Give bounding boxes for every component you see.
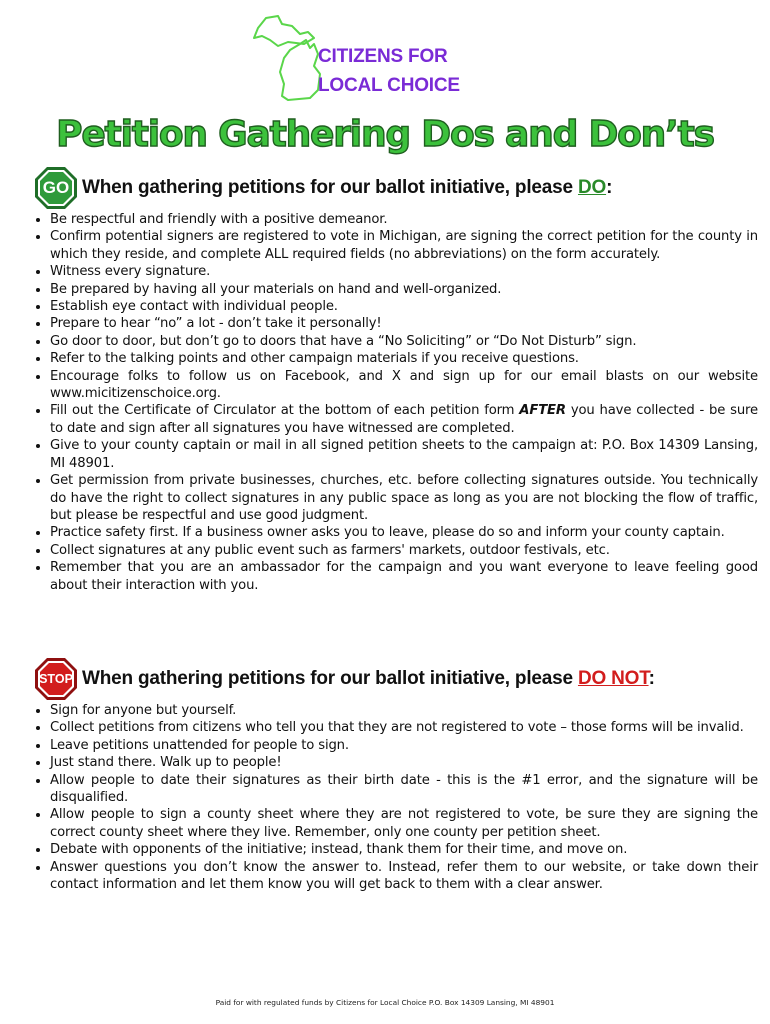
dont-heading-suffix: : [648,668,655,689]
list-item: • Witness every signature. [50,263,758,280]
page-title: Petition Gathering Dos and Don’ts [56,114,714,155]
do-heading-prefix: When gathering petitions for our ballot initiative, please [82,177,578,198]
list-item: • Allow people to sign a county sheet where they are not registered to vote, be sure they are signing the correct county sheet where they live. Remember, only one county per petition sheet. [50,806,758,841]
dont-section-heading [34,657,655,701]
list-item: • Prepare to hear “no” a lot - don’t take it personally! [50,315,758,332]
paid-for-disclaimer: Paid for with regulated funds by Citizens for Local Choice P.O. Box 14309 Lansing, MI 48901 [215,998,555,1007]
list-item: • Go door to door, but don’t go to doors that have a “No Soliciting” or “Do Not Disturb” sign. [50,333,758,350]
list-item: • Practice safety first. If a business owner asks you to leave, please do so and inform your county captain. [50,524,758,541]
list-item: • Get permission from private businesses, churches, etc. before collecting signatures outside. You technically do have the right to collect signatures in any public space as long as you are not blocking the flow of traffic, but please be respectful and use good judgment. [50,472,758,524]
dont-heading-prefix: When gathering petitions for our ballot initiative, please [82,668,578,689]
list-item: • Remember that you are an ambassador for the campaign and you want everyone to leave feeling good about their interaction with you. [50,559,758,594]
list-item: • Collect petitions from citizens who tell you that they are not registered to vote – those forms will be invalid. [50,719,758,736]
do-heading-key: DO [577,177,607,198]
certificate-text-before: Fill out the Certificate of Circulator at the bottom of each petition form [50,403,520,419]
certificate-emphasis: AFTER [519,403,566,419]
list-item: • Collect signatures at any public event such as farmers' markets, outdoor festivals, etc. [50,542,758,559]
go-badge-label: GO [42,178,70,197]
dont-heading-key: DO NOT [577,668,649,689]
stop-sign-icon [34,657,78,701]
list-item: • Debate with opponents of the initiative; instead, thank them for their time, and move on. [50,841,758,858]
list-item: • Leave petitions unattended for people to sign. [50,737,758,754]
do-heading-text [82,177,612,199]
list-item: • Encourage folks to follow us on Facebook, and X and sign up for our email blasts on our website www.micitizenschoice.org. [50,368,758,403]
go-sign-icon [34,166,78,210]
list-item: • Just stand there. Walk up to people! [50,754,758,771]
list-item: • Refer to the talking points and other campaign materials if you receive questions. [50,350,758,367]
list-item: • Answer questions you don’t know the answer to. Instead, refer them to our website, or take down their contact information and let them know you will get back to them with a clear answer. [50,859,758,894]
do-list [30,211,758,594]
list-item-certificate [50,402,758,437]
list-item: • Confirm potential signers are registered to vote in Michigan, are signing the correct petition for the county in which they reside, and complete ALL required fields (no abbreviations) on the form accurately. [50,228,758,263]
logo-line-2: LOCAL CHOICE [318,75,460,96]
do-heading-suffix: : [606,177,613,198]
dont-heading-text [82,668,655,690]
organization-logo [248,14,488,102]
logo-line-1: CITIZENS FOR [318,46,448,67]
logo-text [318,42,460,100]
list-item: • Be prepared by having all your materials on hand and well-organized. [50,281,758,298]
list-item: • Give to your county captain or mail in all signed petition sheets to the campaign at: P.O. Box 14309 Lansing, MI 48901. [50,437,758,472]
do-section-heading [34,166,612,210]
list-item: • Sign for anyone but yourself. [50,702,758,719]
certificate-text-after: you have collected - be sure to date and sign after all signatures you have witnessed are completed. [50,403,758,436]
list-item: • Allow people to date their signatures as their birth date - this is the #1 error, and the signature will be disqualified. [50,772,758,807]
list-item: • Establish eye contact with individual people. [50,298,758,315]
list-item: • Be respectful and friendly with a positive demeanor. [50,211,758,228]
stop-badge-label: STOP [39,672,73,686]
dont-list [30,702,758,893]
